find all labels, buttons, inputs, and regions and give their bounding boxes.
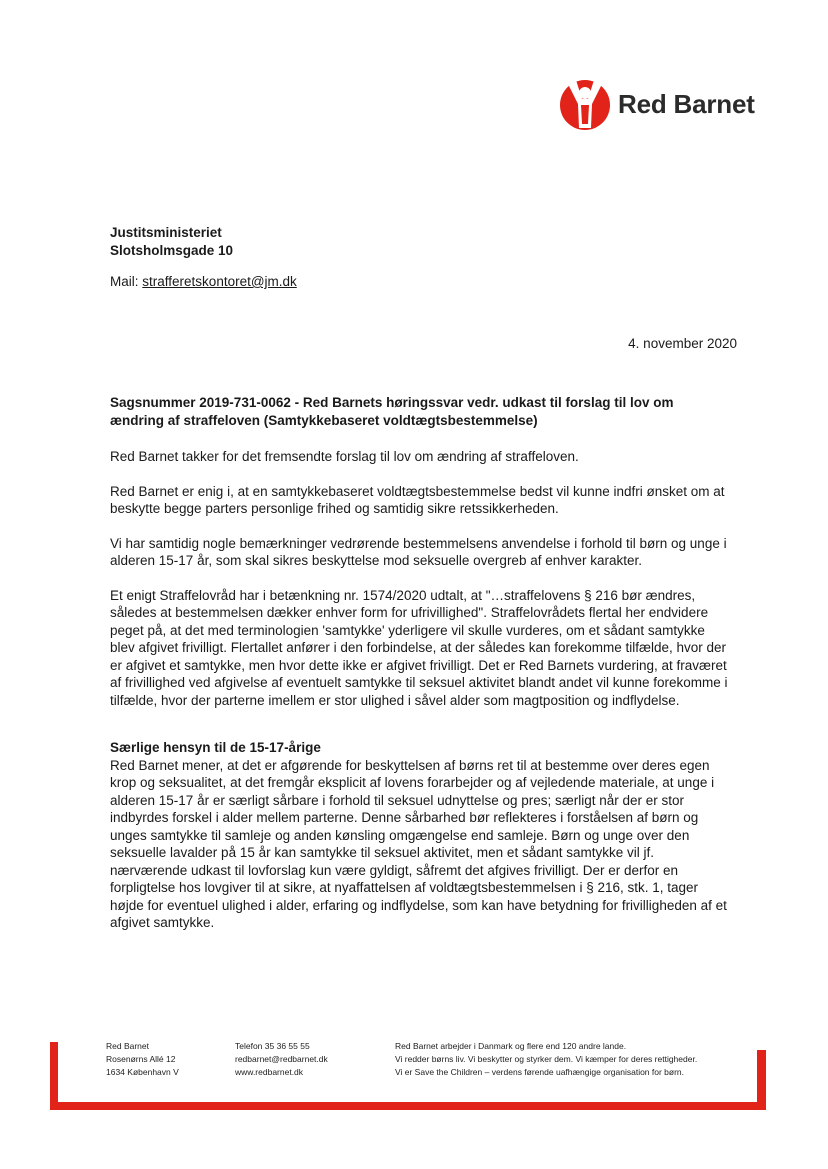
section-heading: Særlige hensyn til de 15-17-årige: [110, 740, 321, 755]
red-barnet-logo: [558, 76, 758, 136]
footer-bar-left: [50, 1042, 58, 1110]
footer-tagline: [395, 1040, 697, 1079]
mail-line: [110, 274, 297, 289]
footer-address-line2: 1634 København V: [106, 1067, 179, 1077]
paragraph-2: Red Barnet er enig i, at en samtykkebaseret voldtægtsbestemmelse bedst vil kunne indfri ønsket om at beskytte begge parters personlige frihed og samtidig sikre retssikkerheden.: [110, 483, 725, 516]
recipient-street: Slotsholmsgade 10: [110, 243, 234, 258]
logo-text: Red Barnet: [618, 89, 755, 119]
footer-tagline-2: Vi redder børns liv. Vi beskytter og styrker dem. Vi kæmper for deres rettigheder.: [395, 1054, 698, 1064]
footer-phone: Telefon 35 36 55 55: [235, 1041, 310, 1051]
footer-tagline-3: Vi er Save the Children – verdens førende uafhængige organisation for børn.: [395, 1067, 685, 1077]
footer-web[interactable]: www.redbarnet.dk: [235, 1067, 304, 1077]
mail-link[interactable]: strafferetskontoret@jm.dk: [142, 274, 297, 289]
paragraph-4: Et enigt Straffelovråd har i betænkning nr. 1574/2020 udtalt, at "…straffelovens § 216 bør ændres, således at bestemmelsen dækker enhver form for ufrivillighed". Straffelovrådets flertal her endvidere peget på, at det med terminologien 'samtykke' yderligere vil skulle vurderes, om et sådant samtykke blev afgivet frivilligt. Flertallet anfører i den forbindelse, at der således kan forekomme tilfælde, hvor der er afgivet et samtykke, men hvor dette ikke er afgivet frivilligt. Det er Red Barnets vurdering, at fraværet af frivillighed ved afgivelse af eventuelt samtykke til seksuel aktivitet blandt andet vil kunne forekomme i tilfælde, hvor der parterne imellem er stor ulighed i såvel alder som magtposition og indflydelse.: [110, 587, 728, 708]
footer-bar-right: [757, 1050, 766, 1110]
letter-date: 4. november 2020: [628, 336, 737, 351]
recipient-block: [110, 224, 233, 260]
paragraph-1: Red Barnet takker for det fremsendte forslag til lov om ændring af straffeloven.: [110, 449, 579, 464]
letter-body: [110, 448, 728, 949]
footer-email[interactable]: redbarnet@redbarnet.dk: [235, 1054, 328, 1064]
recipient-name: Justitsministeriet: [110, 225, 222, 240]
footer-address: [106, 1040, 179, 1079]
paragraph-3: Vi har samtidig nogle bemærkninger vedrørende bestemmelsens anvendelse i forhold til børn og unge i alderen 15-17 år, som skal sikres beskyttelse mod seksuelle overgreb af enhver karakter.: [110, 535, 727, 568]
footer-address-line1: Rosenørns Allé 12: [106, 1054, 176, 1064]
footer-contact: [235, 1040, 328, 1079]
child-figure-icon: [558, 76, 612, 132]
paragraph-5: Red Barnet mener, at det er afgørende for beskyttelsen af børns ret til at bestemme over deres egen krop og seksualitet, at det fremgår eksplicit af lovens forarbejder og af vejledende materiale, at unge i alderen 15-17 år er særligt sårbare i forhold til seksuel udnyttelse og pres; særligt når der er stor indbyrdes forskel i alder mellem parterne. Denne sårbarhed bør reflekteres i forståelsen af børn og unges samtykke til samleje og anden kønsling omgængelse end samleje. Børn og unge over den seksuelle lavalder på 15 år kan samtykke til seksuel aktivitet, men et sådant samtykke vil jf. nærværende udkast til lovforslag kun være gyldigt, såfremt det afgives frivilligt. Der er derfor en forpligtelse hos lovgiver til at sikre, at nyaffattelsen af voldtægtsbestemmelsen i § 216, stk. 1, tager højde for eventuel ulighed i alder, erfaring og indflydelse, som kan have betydning for frivilligheden af et afgivet samtykke.: [110, 757, 727, 930]
mail-label: Mail:: [110, 274, 139, 289]
footer-bar-bottom: [50, 1102, 766, 1110]
footer-tagline-1: Red Barnet arbejder i Danmark og flere end 120 andre lande.: [395, 1041, 627, 1051]
subject-heading: Sagsnummer 2019-731-0062 - Red Barnets høringssvar vedr. udkast til forslag til lov om ændring af straffeloven (Samtykkebaseret voldtægtsbestemmelse): [110, 395, 674, 428]
footer-org-name: Red Barnet: [106, 1041, 149, 1051]
